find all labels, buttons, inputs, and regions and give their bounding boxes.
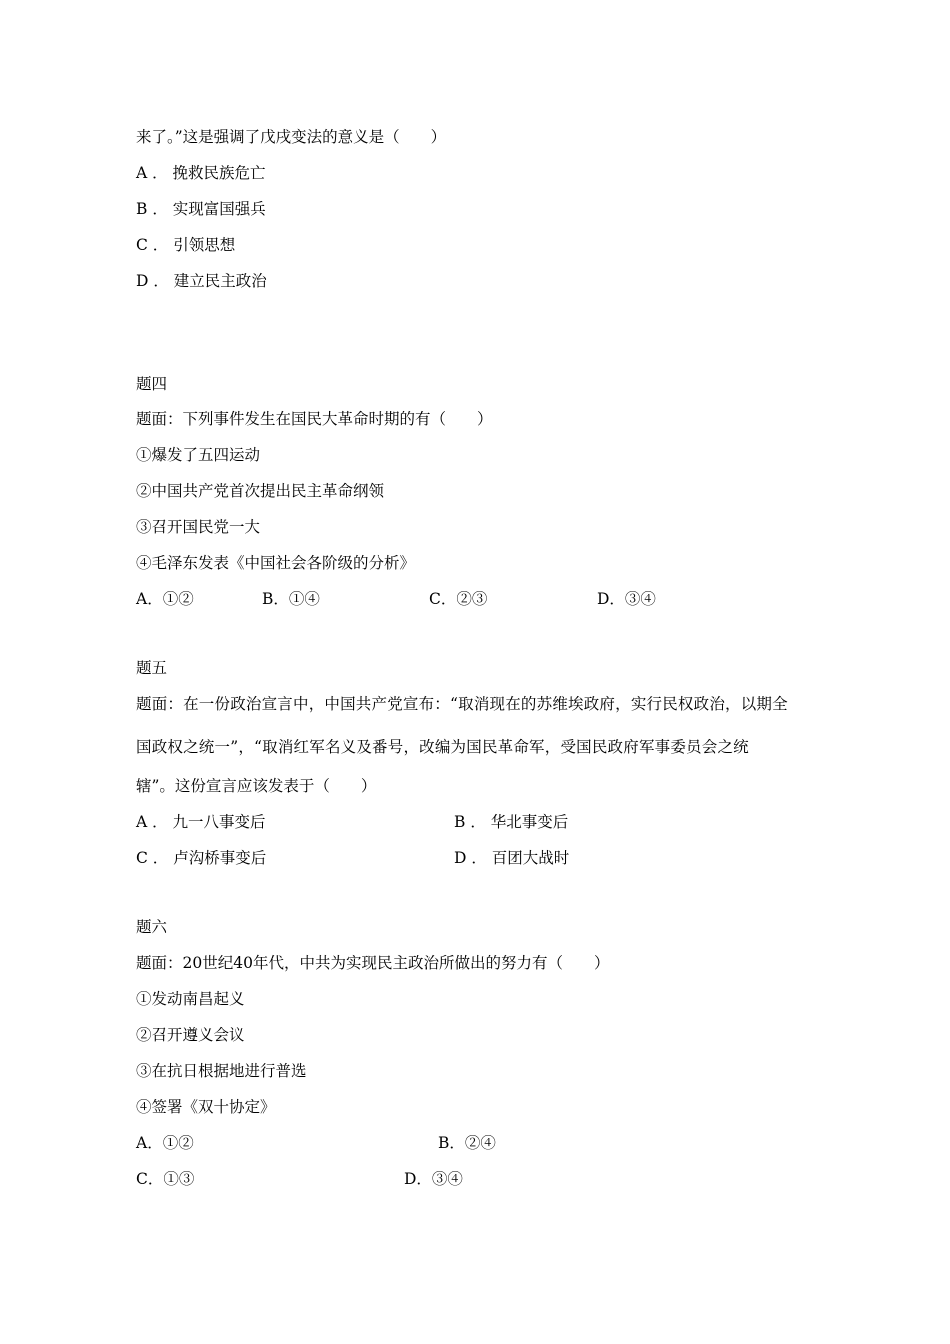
q6-option-c[interactable]: C．①③	[136, 1170, 195, 1188]
q5-stem-line-2: 国政权之统一”，“取消红军名义及番号，改编为国民革命军，受国民政府军事委员会之统	[136, 738, 749, 756]
q5-option-b[interactable]: B ． 华北事变后	[454, 813, 569, 831]
q6-item-2: ②召开遵义会议	[136, 1026, 245, 1044]
q5-stem-line-1: 题面：在一份政治宣言中，中国共产党宣布：“取消现在的苏维埃政府，实行民权政治，以期全	[136, 695, 788, 713]
q4-item-3: ③召开国民党一大	[136, 518, 261, 536]
q3-option-c[interactable]: C ． 引领思想	[136, 236, 236, 254]
q4-option-a[interactable]: A．①②	[136, 590, 194, 608]
q4-option-d[interactable]: D．③④	[597, 590, 656, 608]
q6-option-d[interactable]: D．③④	[404, 1170, 463, 1188]
q5-stem-line-3: 辖”。这份宣言应该发表于（ ）	[136, 777, 377, 795]
q4-item-2: ②中国共产党首次提出民主革命纲领	[136, 482, 385, 500]
q6-option-b[interactable]: B．②④	[438, 1134, 496, 1152]
q4-stem: 题面：下列事件发生在国民大革命时期的有（ ）	[136, 410, 493, 428]
q5-heading: 题五	[136, 659, 168, 677]
q5-option-c[interactable]: C ． 卢沟桥事变后	[136, 849, 267, 867]
q5-option-a[interactable]: A ． 九一八事变后	[136, 813, 266, 831]
q4-option-b[interactable]: B．①④	[262, 590, 320, 608]
q6-heading: 题六	[136, 918, 168, 936]
q3-stem-tail: 来了。”这是强调了戊戌变法的意义是（ ）	[136, 128, 447, 146]
q6-item-1: ①发动南昌起义	[136, 990, 245, 1008]
q4-item-1: ①爆发了五四运动	[136, 446, 261, 464]
q3-option-b[interactable]: B ． 实现富国强兵	[136, 200, 266, 218]
q4-heading: 题四	[136, 375, 168, 393]
q3-option-d[interactable]: D ． 建立民主政治	[136, 272, 267, 290]
q6-stem: 题面：20世纪40年代，中共为实现民主政治所做出的努力有（ ）	[136, 954, 610, 972]
q4-item-4: ④毛泽东发表《中国社会各阶级的分析》	[136, 554, 416, 572]
q3-option-a[interactable]: A ． 挽救民族危亡	[136, 164, 266, 182]
q5-option-d[interactable]: D ． 百团大战时	[454, 849, 570, 867]
q4-option-c[interactable]: C．②③	[429, 590, 488, 608]
q6-item-4: ④签署《双十协定》	[136, 1098, 276, 1116]
q6-item-3: ③在抗日根据地进行普选	[136, 1062, 307, 1080]
q6-option-a[interactable]: A．①②	[136, 1134, 194, 1152]
